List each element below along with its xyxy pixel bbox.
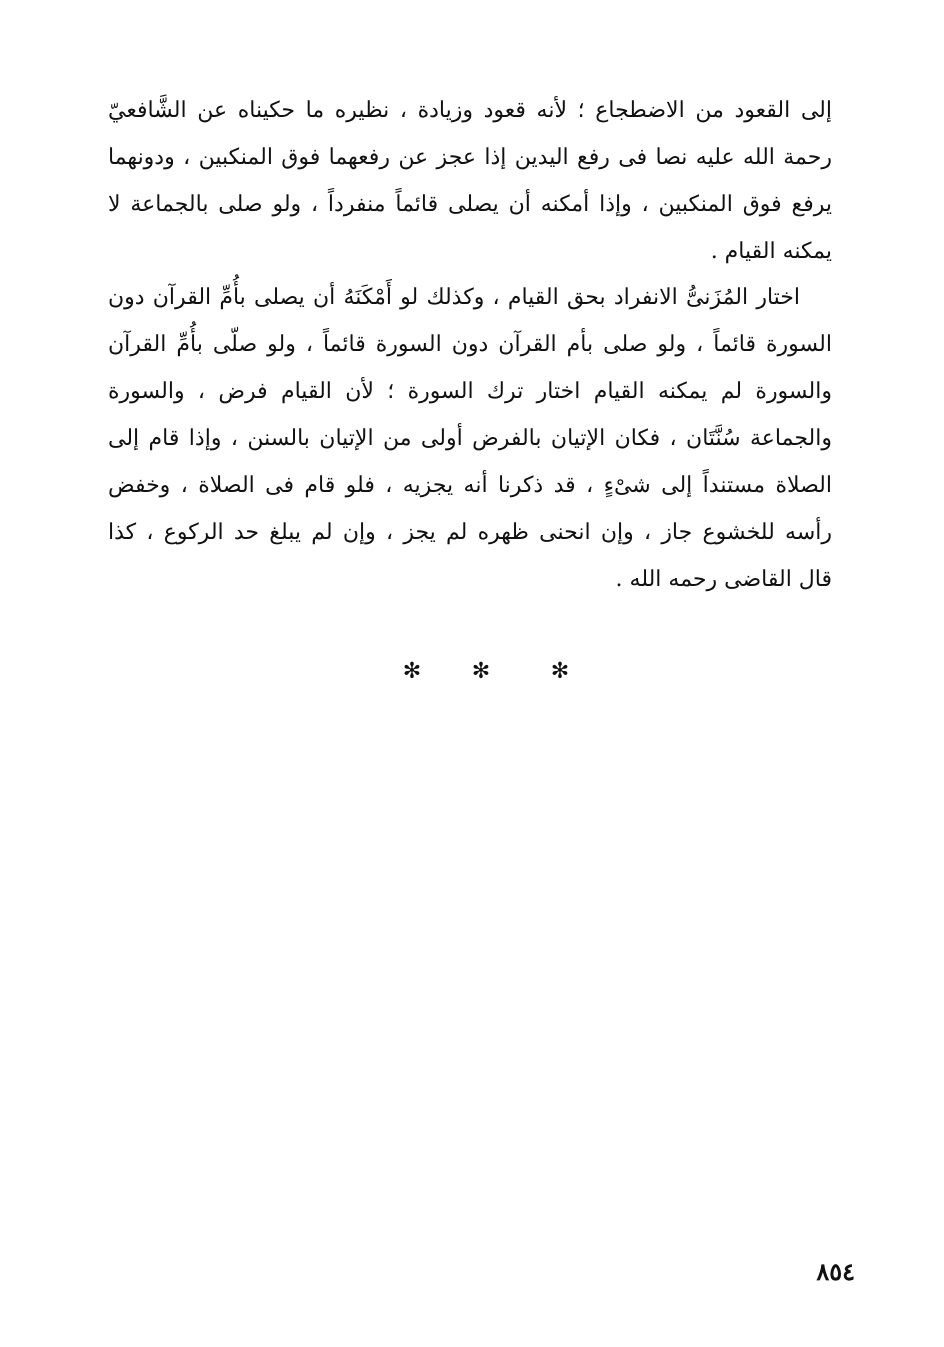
page-number: ٨٥٤ — [816, 1257, 855, 1286]
paragraph-2-line-4: والجماعة سُنَّتَان ، فكان الإتيان بالفرض أولى من الإتيان بالسنن ، وإذا قام إلى — [108, 426, 832, 451]
paragraph-2-line-5: الصلاة مستنداً إلى شىْءٍ ، قد ذكرنا أنه يجزيه ، فلو قام فى الصلاة ، وخفض — [108, 473, 832, 498]
paragraph-1 — [108, 87, 832, 275]
paragraph-2 — [108, 274, 832, 603]
separator-star-icon: ✻ — [402, 659, 422, 684]
separator-star-icon: ✻ — [550, 659, 570, 684]
paragraph-2-line-7: قال القاضى رحمه الله . — [615, 567, 832, 592]
paragraph-1-line-3: يرفع فوق المنكبين ، وإذا أمكنه أن يصلى قائماً منفرداً ، ولو صلى بالجماعة لا — [108, 192, 832, 217]
paragraph-2-line-2: السورة قائماً ، ولو صلى بأم القرآن دون السورة قائماً ، ولو صلّى بأُمِّ القرآن — [108, 332, 832, 357]
separator-star-icon: ✻ — [471, 659, 491, 684]
paragraph-2-line-3: والسورة لم يمكنه القيام اختار ترك السورة ؛ لأن القيام فرض ، والسورة — [108, 379, 832, 404]
paragraph-2-line-6: رأسه للخشوع جاز ، وإن انحنى ظهره لم يجز ، وإن لم يبلغ حد الركوع ، كذا — [108, 520, 832, 545]
section-separator — [0, 657, 944, 687]
paragraph-1-line-1: إلى القعود من الاضطجاع ؛ لأنه قعود وزيادة ، نظيره ما حكيناه عن الشَّافعيّ — [108, 98, 832, 123]
paragraph-1-line-2: رحمة الله عليه نصا فى رفع اليدين إذا عجز عن رفعهما فوق المنكبين ، ودونهما — [108, 145, 832, 170]
paragraph-2-line-1: اختار المُزَنىُّ الانفراد بحق القيام ، وكذلك لو أَمْكَنَهُ أن يصلى بأُمِّ القرآن دون — [108, 285, 800, 310]
paragraph-1-line-4: يمكنه القيام . — [710, 239, 832, 264]
